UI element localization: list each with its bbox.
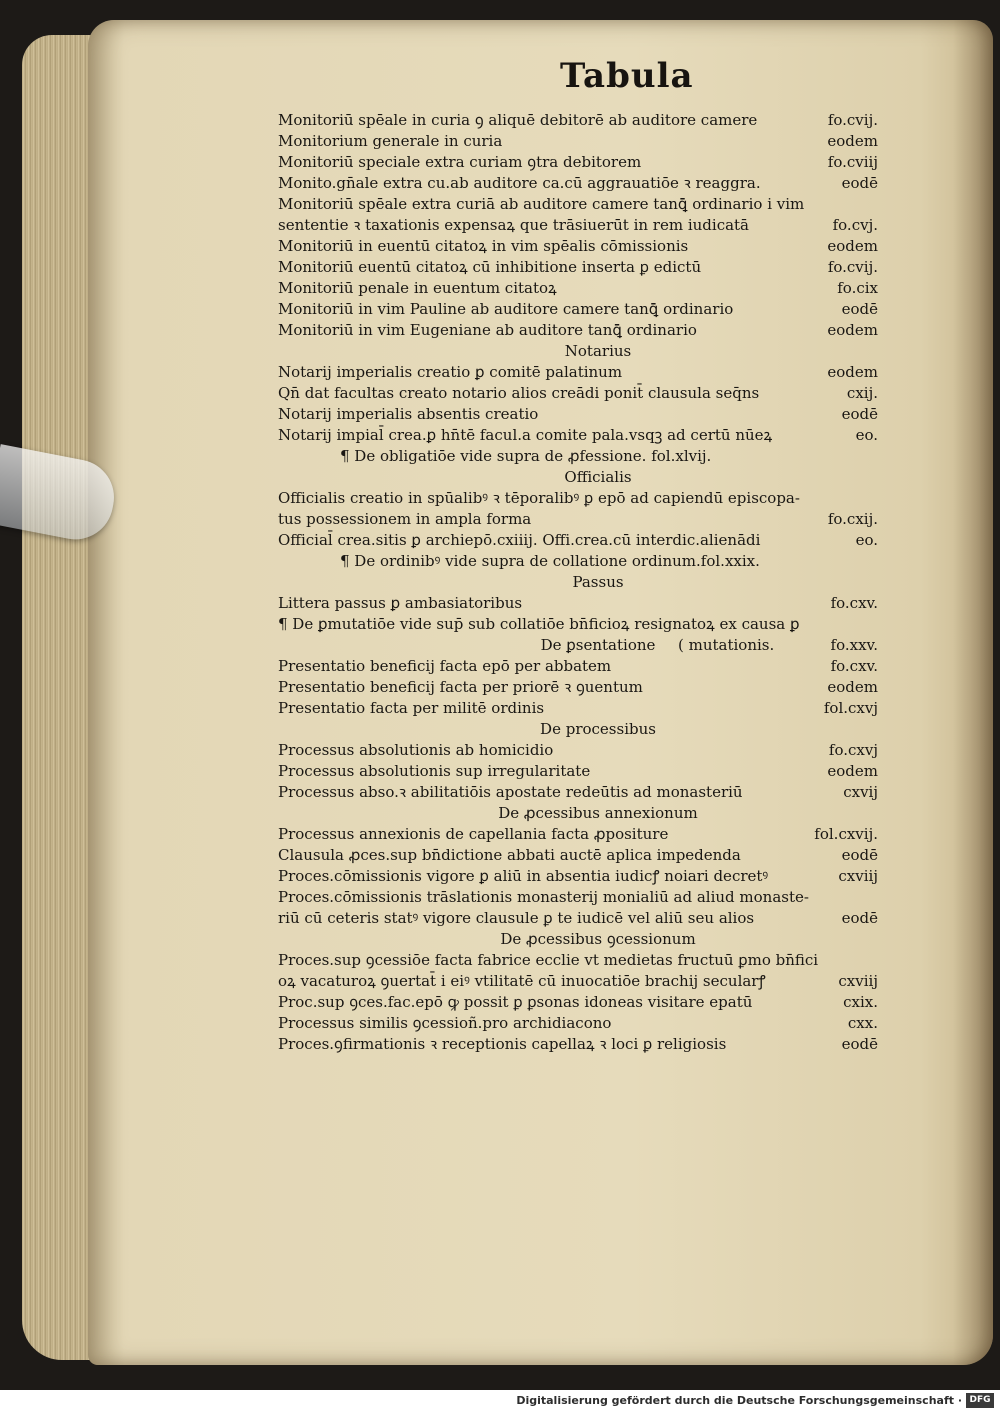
index-entry <box>278 152 878 173</box>
folio-reference: cxij. <box>846 384 878 402</box>
index-entry <box>278 1013 878 1034</box>
folio-reference: eodē <box>841 846 878 864</box>
index-entry <box>278 215 878 236</box>
index-entry <box>278 173 878 194</box>
entry-text: Monitoriū in vim Pauline ab auditore camere tanꝗ̄ ordinario <box>278 300 734 318</box>
entry-text: ¶ De obligatiōe vide supra de ꝓfessione. fol.xlvij. <box>340 447 712 465</box>
section-heading-text: De ꝓcessibus annexionum <box>498 804 698 822</box>
footer-bar <box>0 1390 1000 1412</box>
index-entry <box>278 950 878 971</box>
folio-reference: eodem <box>827 678 878 696</box>
cross-reference <box>278 446 878 467</box>
section-heading <box>278 467 878 488</box>
section-heading-text: De ꝓcessibus ꝯcessionum <box>500 930 696 948</box>
entry-text: Presentatio beneficij facta per priorē ꝛ ꝯuentum <box>278 678 643 696</box>
entry-text: ¶ De ꝑmutatiōe vide sup̄ sub collatiōe bn̄ficioꝝ resignatoꝝ ex causa ꝑ <box>278 615 800 633</box>
entry-text: riū cū ceteris statꝰ vigore clausule ꝑ te iudicē vel aliū seu alios <box>278 909 755 927</box>
folio-reference: fo.cix <box>837 279 878 297</box>
folio-reference: fo.cxv. <box>830 594 878 612</box>
entry-text: Presentatio beneficij facta epō per abbatem <box>278 657 612 675</box>
index-entry <box>278 509 878 530</box>
folio-reference: fo.cvj. <box>832 216 878 234</box>
index-entry <box>278 845 878 866</box>
entry-text: Monitoriū penale in euentum citatoꝝ <box>278 279 557 297</box>
index-entry <box>278 488 878 509</box>
folio-reference: eo. <box>855 426 878 444</box>
section-heading-text: De ꝑsentatione <box>540 636 656 654</box>
index-entry <box>278 425 878 446</box>
entry-text: Qn̄ dat facultas creato notario alios creādi ponit̄ clausula seq̄ns <box>278 384 760 402</box>
entry-text: Notarij impial̄ crea.ꝑ hn̄tē facul.a comite pala.vsqꝫ ad certū nūeꝝ <box>278 426 773 444</box>
entry-text: Proc.sup ꝯces.fac.epō ꝙ possit ꝑ ꝑsonas idoneas visitare epatū <box>278 993 753 1011</box>
entry-text: Proces.ꝯfirmationis ꝛ receptionis capellaꝝ ꝛ loci ꝑ religiosis <box>278 1035 727 1053</box>
section-heading <box>278 719 878 740</box>
dfg-logo: DFG <box>966 1393 994 1408</box>
entry-text: Processus annexionis de capellania facta ꝓpositure <box>278 825 669 843</box>
entry-text: Notarij imperialis creatio ꝑ comitē palatinum <box>278 363 623 381</box>
entry-text: Monito.gn̄ale extra cu.ab auditore ca.cū aggrauatiōe ꝛ reaggra. <box>278 174 761 192</box>
section-heading-text: Officialis <box>564 468 632 486</box>
index-entry <box>278 383 878 404</box>
section-heading <box>278 572 878 593</box>
entry-text: Monitoriū spēale in curia ꝯ aliquē debitorē ab auditore camere <box>278 111 758 129</box>
section-heading-text: Passus <box>572 573 624 591</box>
folio-reference: eodē <box>841 300 878 318</box>
index-entry <box>278 761 878 782</box>
section-heading <box>278 929 878 950</box>
entry-text: Processus absolutionis sup irregularitate <box>278 762 591 780</box>
section-heading <box>278 635 878 656</box>
folio-reference: fo.cvij. <box>827 258 878 276</box>
folio-reference: eodē <box>841 405 878 423</box>
folio-reference: fol.cxvij. <box>814 825 878 843</box>
folio-reference: eodem <box>827 363 878 381</box>
index-entry <box>278 824 878 845</box>
index-entry <box>278 677 878 698</box>
index-entry <box>278 614 878 635</box>
index-entry <box>278 593 878 614</box>
index-entry <box>278 656 878 677</box>
index-entry <box>278 530 878 551</box>
entry-text: Monitoriū in vim Eugeniane ab auditore tanꝗ̄ ordinario <box>278 321 697 339</box>
entry-text: tus possessionem in ampla forma <box>278 510 532 528</box>
folio-reference: cxvij <box>843 783 878 801</box>
folio-reference: cxviij <box>838 972 878 990</box>
index-entry <box>278 131 878 152</box>
entry-text: Monitoriū spēale extra curiā ab auditore camere tanꝗ̄ ordinario i vim <box>278 195 805 213</box>
section-heading-text: De processibus <box>540 720 656 738</box>
folio-reference: eodem <box>827 237 878 255</box>
folio-reference: fol.cxvj <box>823 699 878 717</box>
entry-text: ¶ De ordinibꝰ vide supra de collatione ordinum.fol.xxix. <box>340 552 760 570</box>
footer-credit: Digitalisierung gefördert durch die Deutsche Forschungsgemeinschaft · <box>516 1394 962 1407</box>
index-entries <box>278 110 878 1055</box>
entry-text: Presentatio facta per militē ordinis <box>278 699 545 717</box>
folio-reference: eo. <box>855 531 878 549</box>
index-entry <box>278 404 878 425</box>
index-entry <box>278 278 878 299</box>
section-heading <box>278 803 878 824</box>
index-entry <box>278 257 878 278</box>
cross-reference <box>278 551 878 572</box>
entry-text: Monitorium generale in curia <box>278 132 503 150</box>
entry-text: sententie ꝛ taxationis expensaꝝ que trāsiuerūt in rem iudicatā <box>278 216 750 234</box>
folio-reference: cxviij <box>838 867 878 885</box>
index-entry <box>278 194 878 215</box>
entry-text: Monitoriū in euentū citatoꝝ in vim spēalis cōmissionis <box>278 237 689 255</box>
folio-reference: fo.xxv. <box>830 636 878 654</box>
entry-text: Proces.cōmissionis vigore ꝑ aliū in absentia iudicꝭ noiari decretꝰ <box>278 867 769 885</box>
entry-text: Clausula ꝓces.sup bn̄dictione abbati auctē aplica impedenda <box>278 846 741 864</box>
entry-text: Monitoriū euentū citatoꝝ cū inhibitione inserta ꝑ edictū <box>278 258 702 276</box>
entry-text: oꝝ vacaturoꝝ ꝯuertat̄ i eiꝰ vtilitatē cū inuocatiōe brachij secularꝭ <box>278 972 766 990</box>
folio-reference: eodem <box>827 321 878 339</box>
folio-reference: fo.cviij <box>827 153 878 171</box>
index-entry <box>278 320 878 341</box>
spine-shadow <box>953 20 993 1365</box>
section-heading <box>278 341 878 362</box>
index-entry <box>278 236 878 257</box>
entry-text: Processus abso.ꝛ abilitatiōis apostate redeūtis ad monasteriū <box>278 783 743 801</box>
index-entry <box>278 110 878 131</box>
folio-reference: fo.cxv. <box>830 657 878 675</box>
entry-text: Processus similis ꝯcessioñ.pro archidiacono <box>278 1014 612 1032</box>
folio-reference: fo.cxvj <box>828 741 878 759</box>
folio-reference: eodem <box>827 132 878 150</box>
entry-text: Officialis creatio in spūalibꝰ ꝛ tēporalibꝰ ꝑ epō ad capiendū episcopa- <box>278 489 800 507</box>
index-entry <box>278 887 878 908</box>
index-entry <box>278 992 878 1013</box>
entry-text: Proces.cōmissionis trāslationis monasterij monialiū ad aliud monaste- <box>278 888 809 906</box>
folio-reference: eodem <box>827 762 878 780</box>
index-entry <box>278 1034 878 1055</box>
side-note: ( mutationis. <box>678 636 775 654</box>
index-entry <box>278 698 878 719</box>
folio-reference: fo.cvij. <box>827 111 878 129</box>
index-entry <box>278 971 878 992</box>
section-heading-text: Notarius <box>564 342 632 360</box>
entry-text: Processus absolutionis ab homicidio <box>278 741 554 759</box>
entry-text: Notarij imperialis absentis creatio <box>278 405 539 423</box>
index-entry <box>278 782 878 803</box>
index-entry <box>278 299 878 320</box>
folio-reference: eodē <box>841 174 878 192</box>
index-entry <box>278 362 878 383</box>
folio-reference: fo.cxij. <box>827 510 878 528</box>
index-entry <box>278 908 878 929</box>
folio-reference: eodē <box>841 909 878 927</box>
entry-text: Official̄ crea.sitis ꝑ archiepō.cxiiij. Offi.crea.cū interdic.alienādi <box>278 531 761 549</box>
page-title: Tabula <box>560 56 694 96</box>
index-entry <box>278 740 878 761</box>
folio-reference: eodē <box>841 1035 878 1053</box>
entry-text: Littera passus ꝑ ambasiatoribus <box>278 594 523 612</box>
folio-reference: cxx. <box>847 1014 878 1032</box>
folio-reference: cxix. <box>843 993 878 1011</box>
entry-text: Monitoriū speciale extra curiam ꝯtra debitorem <box>278 153 642 171</box>
index-entry <box>278 866 878 887</box>
entry-text: Proces.sup ꝯcessiōe facta fabrice ecclie vt medietas fructuū ꝑmo bn̄fici <box>278 951 819 969</box>
